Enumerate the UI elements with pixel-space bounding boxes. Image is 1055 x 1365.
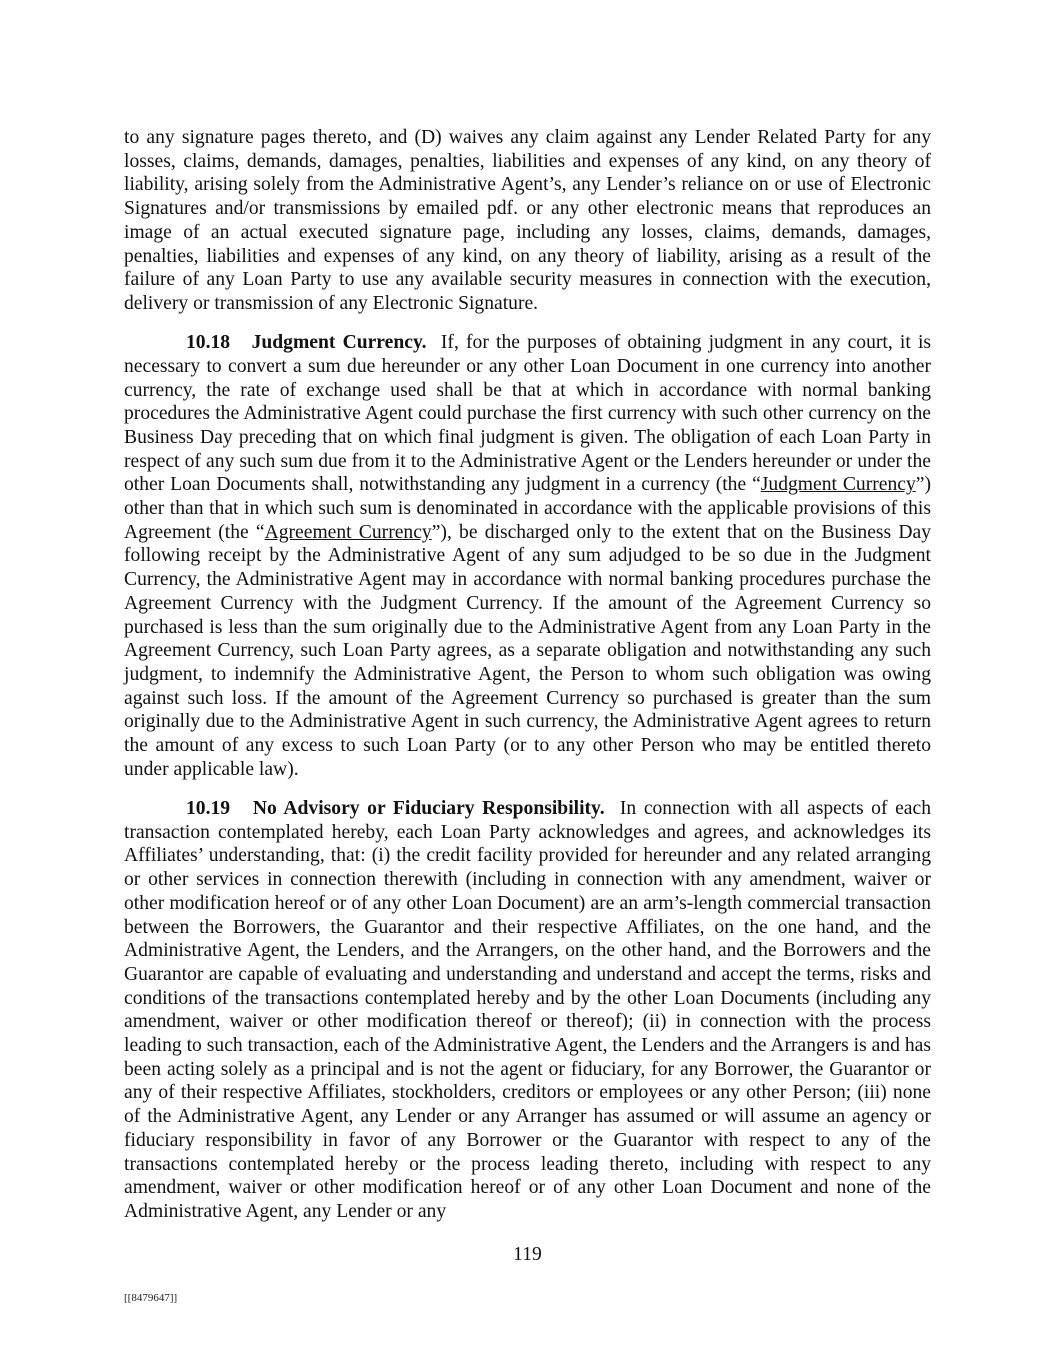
section-number: 10.19 [186, 797, 231, 819]
section-body: ”) other than that in which such sum is denominated in accordance with the applicable provisions of this Agreement (the “ [124, 474, 931, 543]
section-title: Judgment Currency. [251, 332, 427, 354]
section-body: ”), be discharged only to the extent that on the Business Day following receipt by the Administrative Agent of any sum adjudged to be so due in the Judgment Currency, the Administrative Agent may in accordance with normal banking procedures purchase the Agreement Currency with the Judgment Currency. If the amount of the Agreement Currency so purchased is less than the sum originally due to the Administrative Agent from any Loan Party in the Agreement Currency, such Loan Party agrees, as a separate obligation and notwithstanding any such judgment, to indemnify the Administrative Agent, the Person to whom such obligation was owing against such loss. If the amount of the Agreement Currency so purchased is greater than the sum originally due to the Administrative Agent in such currency, the Administrative Agent agrees to return the amount of any excess to such Loan Party (or to any other Person who may be entitled thereto under applicable law). [124, 521, 931, 780]
defined-term-agreement-currency: Agreement Currency [264, 521, 432, 543]
section-body: If, for the purposes of obtaining judgment in any court, it is necessary to convert a sum due hereunder or any other Loan Document in one currency into another currency, the rate of exchange used shall be that at which in accordance with normal banking procedures the Administrative Agent could purchase the first currency with such other currency on the Business Day preceding that on which final judgment is given. The obligation of each Loan Party in respect of any such sum due from it to the Administrative Agent or the Lenders hereunder or under the other Loan Documents shall, notwithstanding any judgment in a currency (the “ [124, 332, 932, 496]
section-title: No Advisory or Fiduciary Responsibility. [252, 797, 605, 819]
document-id-footer: [[8479647]] [124, 1292, 178, 1304]
section-10-19 [124, 797, 931, 1224]
paragraph-continuation: to any signature pages thereto, and (D) waives any claim against any Lender Related Party for any losses, claims, demands, damages, penalties, liabilities and expenses of any kind, on any theory of liability, arising solely from the Administrative Agent’s, any Lender’s reliance on or use of Electronic Signatures and/or transmissions by emailed pdf. or any other electronic means that reproduces an image of an actual executed signature page, including any losses, claims, demands, damages, penalties, liabilities and expenses of any kind, on any theory of liability, arising as a result of the failure of any Loan Party to use any available security measures in connection with the execution, delivery or transmission of any Electronic Signature. [124, 127, 931, 314]
section-10-18 [124, 331, 931, 781]
document-page [124, 126, 931, 1239]
section-number: 10.18 [186, 332, 231, 354]
defined-term-judgment-currency: Judgment Currency [760, 474, 916, 496]
section-body: In connection with all aspects of each transaction contemplated hereby, each Loan Party acknowledges and agrees, and acknowledges its Affiliates’ understanding, that: (i) the credit facility provided for hereunder and any related arranging or other services in connection therewith (including in connection with any amendment, waiver or other modification hereof or of any other Loan Document) are an arm’s-length commercial transaction between the Borrowers, the Guarantor and their respective Affiliates, on the one hand, and the Administrative Agent, the Lenders, and the Arrangers, on the other hand, and the Borrowers and the Guarantor are capable of evaluating and understanding and understand and accept the terms, risks and conditions of the transactions contemplated hereby and by the other Loan Documents (including any amendment, waiver or other modification thereof or thereof); (ii) in connection with the process leading to such transaction, each of the Administrative Agent, the Lenders and the Arrangers is and has been acting solely as a principal and is not the agent or fiduciary, for any Borrower, the Guarantor or any of their respective Affiliates, stockholders, creditors or employees or any other Person; (iii) none of the Administrative Agent, any Lender or any Arranger has assumed or will assume an agency or fiduciary responsibility in favor of any Borrower or the Guarantor with respect to any of the transactions contemplated hereby or the process leading thereto, including with respect to any amendment, waiver or other modification hereof or of any other Loan Document and none of the Administrative Agent, any Lender or any [124, 797, 931, 1222]
page-number: 119 [513, 1244, 542, 1265]
